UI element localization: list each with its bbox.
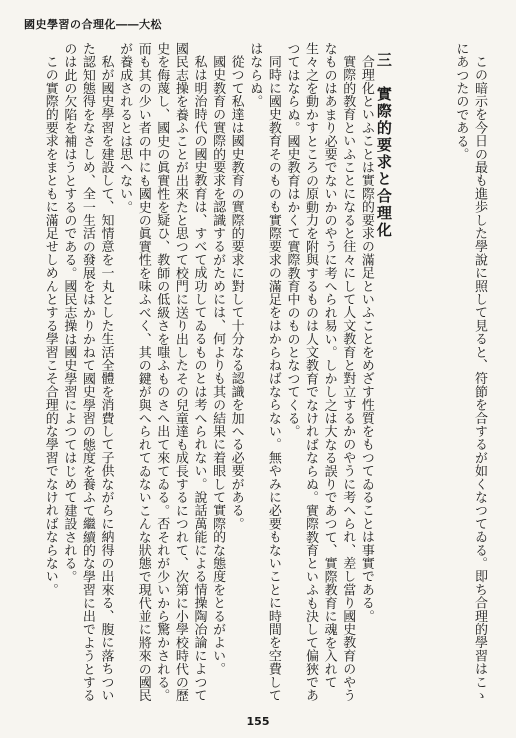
paragraph: 從つて私達は國史教育の實際的要求に對して十分なる認識を加へる必要がある。 [228, 55, 244, 531]
page-number: 155 [246, 715, 270, 728]
paragraph: 實際的教育といふことになると往々にして人文教育と對立するかのやうに考へられ、差し當り國史教育のやうなものはあまり必要でないかのやうに考へられ易い。しかし之は大なる誤りであつて、實際教育に魂を入れて生々之を動かすところの原動力を附與するものは人文教育でなければならぬ。實際教育といふも決して偏狹であつてはならぬ。國史教育はかくて實際教育中のものとなつてくる。 [284, 42, 356, 702]
section-heading: 三 實際的要求と合理化 [374, 52, 393, 239]
paragraph: 私は明治時代の國史教育は、すべて成功してゐるものとは考へられない。說話萬能による情操陶冶論によつて國民志操を養ふことが出來たと思つて校門に送り出したその兒童達も成長するにつれて、次第に小學校時代の歷史を侮蔑し、國史の眞實性を疑ひ、教師の低級さを嗤ふものさへ出て來てゐる。否それが少いから驚かされる。而も其の少い者の中にも國史の眞實性を味ふべく、其の鍵が與へられてゐないこんな狀態で現代並に將來の國民が養成されるとは思へない。 [117, 42, 207, 702]
paragraph: 國史教育の實際的要求を認識するがためには、何よりも其の結果に着眼して實際的な態度をとるがよい。 [210, 55, 226, 676]
running-head: 國史學習の合理化――大松 [24, 18, 162, 31]
body-text [26, 42, 488, 707]
paragraph: この實際的要求をまともに滿足せしめんとする學習こそ合理的な學習でなければならない。 [42, 55, 58, 597]
paragraph: 私が國史學習を建設して、知情意を一丸とした生活全體を消費して子供ながらに納得の出來る、腹に落ちついた認知態得をなさしめ、全一生活の發展をはかりかねて國史學習の態度を養ふて繼續的な學習に出でようとするのは此の欠陷を補はうとするのである。國民志操は國史學習によつてはじめて建設される。 [61, 42, 114, 702]
paragraph: この暗示を今日の最も進歩した學說に照して見ると、符節を合するが如くなつてゐる。即ち合理的學習はこゝにあつたのである。 [453, 42, 487, 702]
paragraph: 同時に國史教育そのものも實際要求の滿足をはからねばならない。無やみに必要もないことに時間を空費してはならぬ。 [247, 42, 281, 702]
paragraph: 合理化といふことは實際的要求の滿足といふことをめざす性質をもつてゐることは事實である。 [358, 55, 374, 623]
